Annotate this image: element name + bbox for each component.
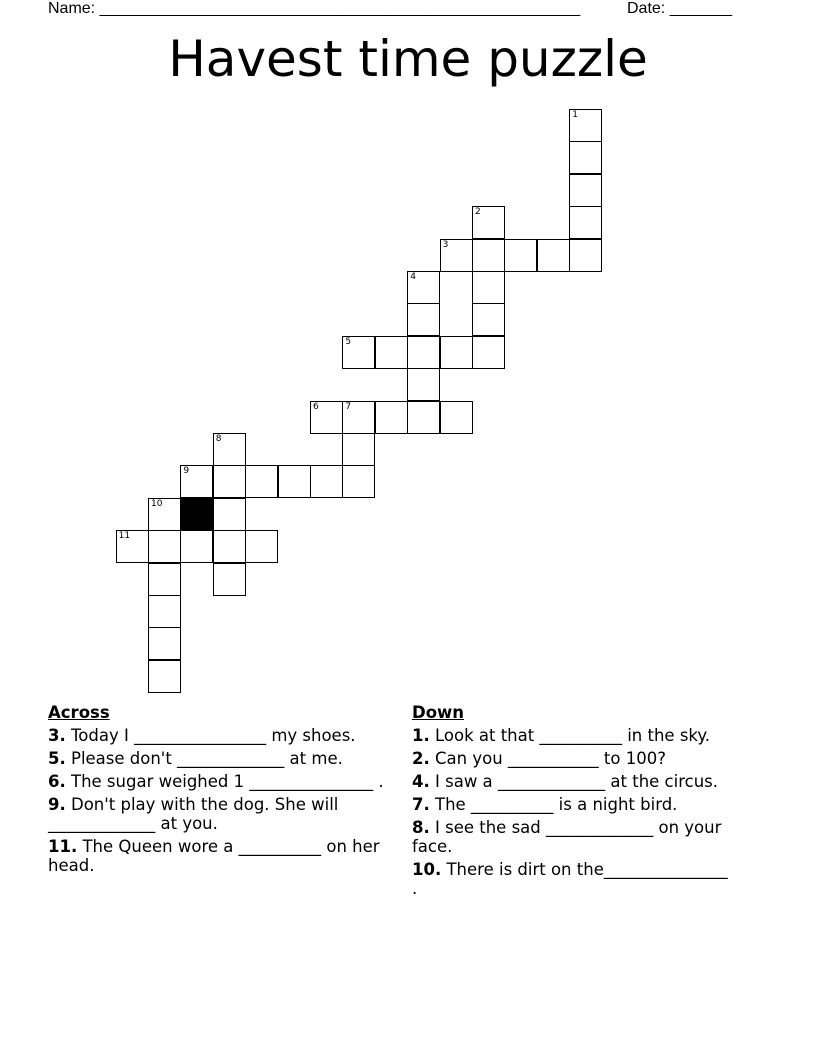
clue-item xyxy=(48,726,388,745)
clue-text: Look at that __________ in the sky. xyxy=(429,726,711,745)
grid-cell[interactable] xyxy=(375,336,408,369)
clue-number: 9. xyxy=(48,795,66,814)
down-heading: Down xyxy=(412,703,465,722)
clue-number: 11. xyxy=(48,837,78,856)
clue-number: 6. xyxy=(48,772,66,791)
black-cell xyxy=(180,498,213,531)
cell-number: 5 xyxy=(345,336,352,347)
cell-number: 10 xyxy=(151,498,163,509)
cell-number: 3 xyxy=(442,239,449,250)
clue-item xyxy=(48,772,388,791)
grid-cell[interactable] xyxy=(148,530,181,563)
grid-cell[interactable] xyxy=(569,206,602,239)
grid-cell[interactable] xyxy=(407,368,440,401)
cell-number: 11 xyxy=(118,531,131,542)
grid-cell[interactable] xyxy=(407,271,440,304)
grid-cell[interactable] xyxy=(310,465,343,498)
grid-cell[interactable] xyxy=(278,465,311,498)
date-field[interactable]: Date: _______ xyxy=(627,0,732,17)
clue-text: Can you ___________ to 100? xyxy=(429,749,666,768)
cell-number: 9 xyxy=(183,466,190,477)
grid-cell[interactable] xyxy=(213,465,246,498)
clue-item xyxy=(48,837,388,875)
puzzle-title: Havest time puzzle xyxy=(168,30,648,88)
clue-number: 5. xyxy=(48,749,66,768)
grid-cell[interactable] xyxy=(342,401,375,434)
clue-item xyxy=(48,795,388,833)
clue-text: The Queen wore a __________ on her head. xyxy=(48,837,380,875)
clue-text: I saw a _____________ at the circus. xyxy=(429,772,719,791)
grid-cell[interactable] xyxy=(245,530,278,563)
grid-cell[interactable] xyxy=(569,109,602,142)
grid-cell[interactable] xyxy=(472,336,505,369)
grid-cell[interactable] xyxy=(569,141,602,174)
grid-cell[interactable] xyxy=(569,174,602,207)
clue-item xyxy=(412,818,732,856)
clue-number: 2. xyxy=(412,749,430,768)
grid-cell[interactable] xyxy=(440,336,473,369)
grid-cell[interactable] xyxy=(148,563,181,596)
grid-cell[interactable] xyxy=(148,660,181,693)
clue-number: 8. xyxy=(412,818,430,837)
grid-cell[interactable] xyxy=(310,401,343,434)
clue-text: There is dirt on the_______________ . xyxy=(412,860,728,898)
grid-cell[interactable] xyxy=(375,401,408,434)
grid-cell[interactable] xyxy=(342,433,375,466)
grid-cell[interactable] xyxy=(213,563,246,596)
grid-cell[interactable] xyxy=(472,239,505,272)
cell-number: 7 xyxy=(345,401,352,412)
grid-cell[interactable] xyxy=(407,336,440,369)
cell-number: 1 xyxy=(572,110,578,120)
grid-cell[interactable] xyxy=(407,303,440,336)
grid-cell[interactable] xyxy=(504,239,537,272)
clue-number: 7. xyxy=(412,795,430,814)
grid-cell[interactable] xyxy=(342,465,375,498)
clue-text: Don't play with the dog. She will _____________ at you. xyxy=(48,795,339,833)
grid-cell[interactable] xyxy=(213,530,246,563)
cell-number: 6 xyxy=(313,401,319,412)
grid-cell[interactable] xyxy=(148,498,181,531)
clue-item xyxy=(412,795,732,814)
grid-cell[interactable] xyxy=(148,627,181,660)
clue-text: The sugar weighed 1 _______________ . xyxy=(65,772,384,791)
grid-cell[interactable] xyxy=(407,401,440,434)
name-field[interactable]: Name: ______________________________________________________ xyxy=(48,0,581,17)
clue-text: I see the sad _____________ on your face. xyxy=(412,818,722,856)
clue-number: 10. xyxy=(412,860,442,879)
grid-cell[interactable] xyxy=(472,206,505,239)
clue-item xyxy=(412,772,732,791)
clue-text: Please don't _____________ at me. xyxy=(65,749,343,768)
grid-cell[interactable] xyxy=(180,465,213,498)
clue-number: 3. xyxy=(48,726,66,745)
grid-cell[interactable] xyxy=(245,465,278,498)
across-heading: Across xyxy=(48,703,110,722)
cell-number: 8 xyxy=(215,434,222,444)
clue-item xyxy=(412,726,732,745)
clue-item xyxy=(48,749,388,768)
grid-cell[interactable] xyxy=(342,336,375,369)
grid-cell[interactable] xyxy=(472,303,505,336)
across-clues xyxy=(48,703,388,879)
clue-text: Today I ________________ my shoes. xyxy=(65,726,356,745)
grid-cell[interactable] xyxy=(440,239,473,272)
down-clues xyxy=(412,703,732,902)
grid-cell[interactable] xyxy=(213,498,246,531)
grid-cell[interactable] xyxy=(569,239,602,272)
grid-cell[interactable] xyxy=(440,401,473,434)
clue-item xyxy=(412,749,732,768)
clue-text: The __________ is a night bird. xyxy=(429,795,678,814)
grid-cell[interactable] xyxy=(472,271,505,304)
grid-cell[interactable] xyxy=(213,433,246,466)
grid-cell[interactable] xyxy=(180,530,213,563)
clue-number: 4. xyxy=(412,772,430,791)
clue-item xyxy=(412,860,732,898)
grid-cell[interactable] xyxy=(537,239,570,272)
grid-cell[interactable] xyxy=(148,595,181,628)
grid-cell[interactable] xyxy=(116,530,149,563)
clue-number: 1. xyxy=(412,726,430,745)
cell-number: 2 xyxy=(475,207,481,218)
cell-number: 4 xyxy=(410,272,416,282)
